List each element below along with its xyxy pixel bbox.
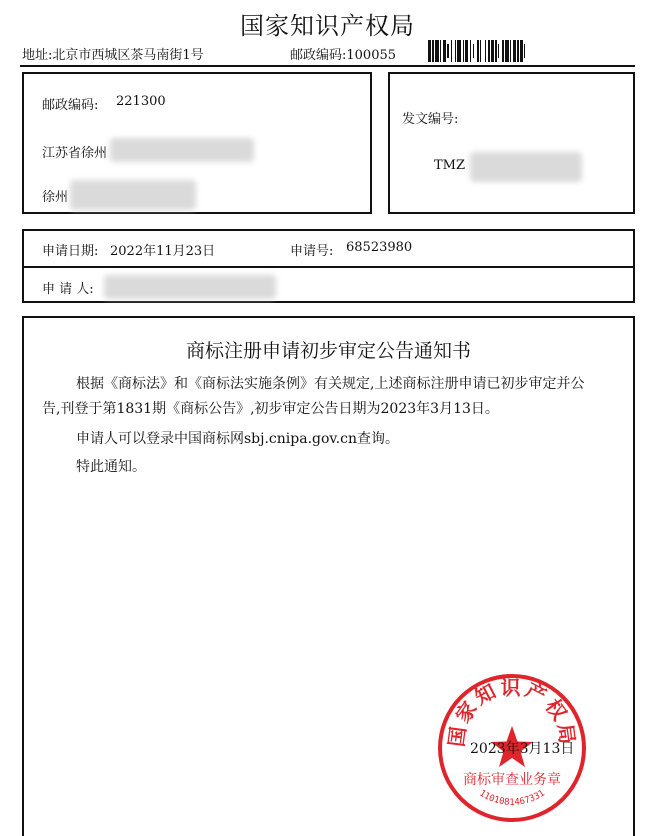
- application-info-box: [22, 229, 635, 303]
- recipient-address-line1: 江苏省徐州: [42, 146, 108, 161]
- barcode: [428, 40, 632, 62]
- header-divider: [20, 65, 635, 67]
- notice-paragraph-1a: 根据《商标法》和《商标法实施条例》有关规定,上述商标注册申请已初步审定并公: [76, 376, 585, 392]
- application-date-label: 申请日期:: [42, 244, 99, 259]
- notice-paragraph-3: 特此通知。: [76, 459, 146, 475]
- application-number-label: 申请号:: [290, 244, 334, 259]
- office-address: 地址:北京市西城区茶马南街1号: [22, 48, 204, 63]
- recipient-box: [22, 72, 372, 214]
- dispatch-label: 发文编号:: [402, 112, 459, 127]
- document-title: 国家知识产权局: [240, 12, 415, 40]
- office-postcode: 邮政编码:100055: [290, 48, 397, 63]
- redaction-blur: [470, 152, 582, 182]
- notice-title: 商标注册申请初步审定公告通知书: [185, 340, 471, 362]
- row-divider: [24, 266, 633, 268]
- redaction-blur: [110, 138, 254, 162]
- seal-top-text: 国家知识产权局: [444, 675, 580, 749]
- redaction-blur: [104, 275, 276, 299]
- application-date-value: 2022年11月23日: [110, 244, 216, 259]
- notice-date: 2023年3月13日: [470, 741, 575, 757]
- dispatch-box: [388, 72, 635, 214]
- recipient-postcode-value: 221300: [116, 94, 166, 109]
- dispatch-number: TMZ: [434, 158, 466, 173]
- seal-number: 1101081467331: [477, 788, 547, 808]
- redaction-blur: [70, 180, 196, 210]
- notice-paragraph-1b: 告,刊登于第1831期《商标公告》,初步审定公告日期为2023年3月13日。: [42, 401, 499, 417]
- applicant-label: 申 请 人:: [42, 282, 94, 297]
- application-number-value: 68523980: [346, 240, 413, 255]
- seal-bottom-text: 商标审查业务章: [463, 772, 561, 788]
- notice-paragraph-2: 申请人可以登录中国商标网sbj.cnipa.gov.cn查询。: [76, 431, 399, 447]
- recipient-address-line2: 徐州: [42, 190, 69, 205]
- recipient-postcode-label: 邮政编码:: [42, 98, 99, 113]
